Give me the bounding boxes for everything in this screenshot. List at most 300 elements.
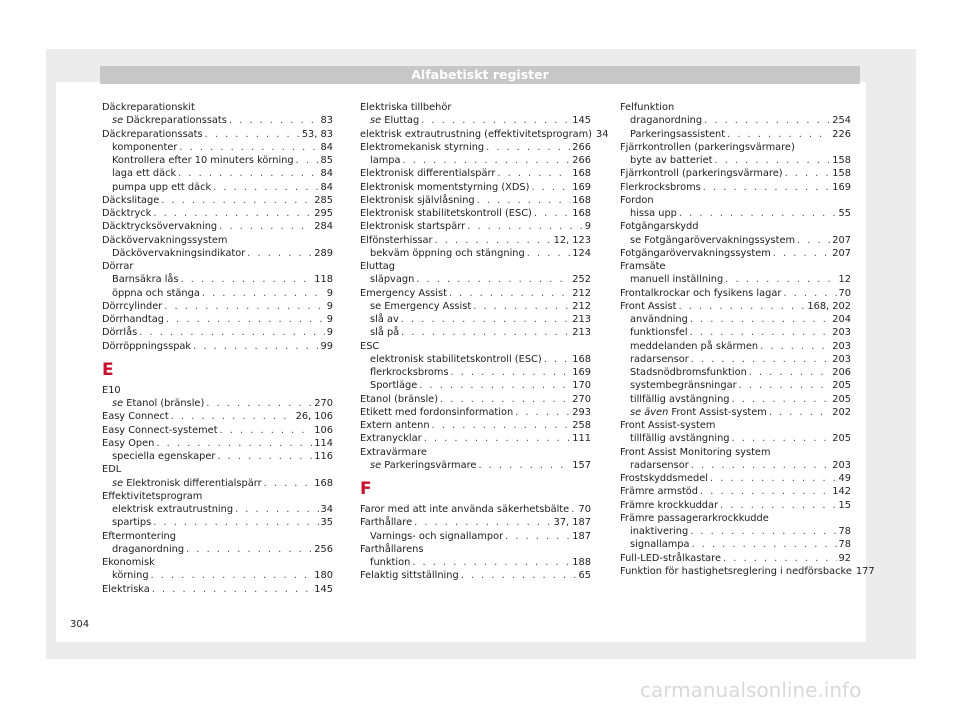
entry-label: elektronisk stabilitetskontroll (ESC)	[370, 353, 542, 365]
leader-dots	[403, 154, 571, 167]
entry-label: Frontalkrockar och fysikens lagar	[620, 287, 782, 299]
page-reference: 169	[572, 367, 591, 378]
entry-label: Dörrhandtag	[102, 314, 164, 325]
index-entry	[360, 194, 591, 207]
index-heading: Felfunktion	[620, 102, 675, 113]
index-entry	[360, 128, 609, 141]
index-entry	[102, 326, 333, 339]
entry-label: se Fotgängarövervakningssystem	[630, 234, 796, 246]
entry-label: Däckslitage	[102, 194, 160, 206]
leader-dots	[217, 450, 312, 463]
index-entry	[620, 234, 851, 247]
entry-label: Elektromekanisk styrning	[360, 141, 485, 153]
see-reference: se	[112, 398, 124, 409]
page-reference: 169	[832, 181, 851, 193]
entry-label: meddelanden på skärmen	[630, 340, 759, 352]
leader-dots	[785, 167, 831, 180]
entry-label: funktion	[370, 557, 411, 568]
page-reference: 9	[584, 221, 591, 233]
leader-dots	[515, 406, 570, 419]
entry-label: Stadsnödbromsfunktion	[630, 367, 747, 378]
entry-label: Sportläge	[370, 380, 418, 392]
page-reference: 266	[572, 155, 591, 166]
leader-dots	[449, 287, 570, 300]
page-reference: 84	[320, 141, 333, 153]
leader-dots	[760, 340, 830, 353]
index-entry	[102, 503, 333, 516]
leader-dots	[432, 419, 571, 432]
index-heading: Fotgängarskydd	[620, 221, 699, 233]
index-entry	[102, 543, 333, 556]
leader-dots	[247, 247, 312, 260]
entry-label: byte av batteriet	[630, 155, 713, 166]
page-reference: 206	[832, 367, 851, 378]
page-reference: 226	[832, 128, 851, 140]
page-reference: 270	[314, 398, 333, 409]
page-reference: 205	[832, 380, 851, 392]
entry-label: Dörrlås	[102, 327, 138, 339]
entry-label: Elektronisk startspärr	[360, 221, 466, 233]
page-reference: 177	[855, 565, 875, 577]
entry-label: Full-LED-strålkastare	[620, 552, 722, 564]
leader-dots	[412, 556, 570, 569]
entry-label: speciella egenskaper	[112, 451, 216, 462]
section-letter: E	[102, 359, 114, 380]
entry-label: Varnings- och signallampor	[370, 530, 504, 542]
leader-dots	[181, 273, 313, 286]
page-reference: 202	[832, 406, 851, 418]
entry-label: Kontrollera efter 10 minuters körning	[112, 155, 294, 166]
leader-dots	[156, 437, 312, 450]
entry-label: Däcktryck	[102, 208, 152, 219]
leader-dots	[690, 326, 831, 339]
index-entry	[102, 516, 333, 529]
see-reference: se	[112, 115, 124, 127]
page-header: Alfabetiskt register	[100, 66, 860, 84]
entry-label: draganordning	[630, 115, 703, 127]
entry-text: Front Assist-system	[668, 406, 767, 418]
leader-dots	[720, 499, 836, 512]
page-reference: 168	[572, 208, 591, 219]
entry-label: Dörrcylinder	[102, 300, 163, 312]
index-entry	[360, 393, 591, 406]
entry-label: Däcktrycksövervakning	[102, 221, 218, 233]
page-reference: 293	[572, 406, 591, 418]
entry-label: Funktion för hastighetsreglering i nedförsbacke	[620, 565, 852, 577]
index-entry	[360, 220, 591, 233]
leader-dots	[414, 516, 551, 529]
index-entry	[360, 503, 591, 516]
index-entry	[102, 450, 333, 463]
entry-label: Frostskyddsmedel	[620, 473, 708, 484]
leader-dots	[710, 472, 837, 485]
page-reference: 212	[572, 300, 591, 312]
index-entry	[620, 154, 851, 167]
index-entry	[620, 552, 851, 565]
leader-dots	[152, 583, 312, 596]
index-entry	[360, 313, 591, 326]
index-entry	[620, 326, 851, 339]
page-reference: 37, 187	[553, 517, 591, 529]
leader-dots	[690, 313, 830, 326]
page-reference: 99	[320, 340, 333, 352]
index-entry	[360, 419, 591, 432]
leader-dots	[486, 141, 570, 154]
page-reference: 9	[326, 287, 333, 299]
leader-dots	[435, 234, 552, 247]
index-heading: Fjärrkontrollen (parkeringsvärmare)	[620, 141, 795, 153]
entry-text: Etanol (bränsle)	[123, 398, 205, 409]
leader-dots	[679, 207, 837, 220]
leader-dots	[703, 181, 831, 194]
leader-dots	[401, 313, 571, 326]
leader-dots	[534, 207, 570, 220]
entry-label: Fjärrkontroll (parkeringsvärmare)	[620, 168, 783, 180]
entry-label: Flerkrocksbroms	[620, 181, 701, 193]
entry-label: Elfönsterhissar	[360, 234, 433, 246]
entry-label: Easy Connect	[102, 411, 169, 423]
page-reference: 142	[832, 486, 851, 498]
index-entry	[102, 220, 333, 233]
leader-dots	[725, 273, 836, 286]
page-reference: 84	[320, 168, 333, 180]
entry-text: Parkeringsvärmare	[381, 459, 477, 471]
index-heading: Däckövervakningssystem	[102, 234, 228, 246]
entry-label: Etanol (bränsle)	[360, 393, 439, 405]
leader-dots	[178, 167, 318, 180]
leader-dots	[783, 287, 836, 300]
index-entry	[360, 287, 591, 300]
index-heading: Effektivitetsprogram	[102, 490, 203, 502]
leader-dots	[153, 207, 312, 220]
index-entry	[620, 353, 851, 366]
index-entry	[620, 525, 851, 538]
entry-label: inaktivering	[630, 526, 689, 537]
leader-dots	[773, 247, 831, 260]
entry-label: Easy Connect-systemet	[102, 424, 218, 436]
leader-dots	[401, 326, 570, 339]
page-reference: 34	[596, 128, 609, 140]
leader-dots	[205, 128, 300, 141]
page-reference: 207	[832, 247, 851, 259]
page-reference: 168	[572, 353, 591, 365]
entry-label: Elektronisk självlåsning	[360, 194, 475, 206]
page-reference: 12, 123	[553, 234, 591, 246]
leader-dots	[700, 485, 830, 498]
index-entry	[360, 353, 591, 366]
leader-dots	[219, 220, 312, 233]
index-entry	[102, 477, 333, 490]
leader-dots	[690, 525, 836, 538]
index-entry	[620, 499, 851, 512]
leader-dots	[691, 538, 836, 551]
index-entry	[620, 287, 851, 300]
entry-label: Faror med att inte använda säkerhetsbälte	[360, 504, 570, 515]
page-reference: 203	[832, 340, 851, 352]
leader-dots	[478, 459, 570, 472]
page-reference: 26, 106	[295, 411, 333, 423]
page-reference: 295	[314, 208, 333, 219]
leader-dots	[461, 569, 577, 582]
leader-dots	[440, 393, 570, 406]
page-reference: 289	[314, 247, 333, 259]
entry-label: Easy Open	[102, 437, 155, 449]
index-entry	[620, 538, 851, 551]
index-entry	[102, 167, 333, 180]
index-entry	[360, 516, 591, 529]
index-heading: E10	[102, 384, 121, 396]
page-reference: 84	[320, 181, 333, 193]
leader-dots	[264, 477, 313, 490]
page-reference: 55	[838, 208, 851, 219]
index-heading: Fordon	[620, 194, 654, 206]
index-heading: Dörrar	[102, 261, 134, 272]
index-heading: EDL	[102, 464, 122, 476]
page-reference: 169	[572, 181, 591, 193]
index-entry	[360, 114, 591, 127]
index-heading: Front Assist-system	[620, 420, 716, 431]
leader-dots	[797, 234, 830, 247]
leader-dots	[678, 300, 805, 313]
page-reference: 116	[314, 451, 333, 462]
page-reference: 34	[320, 504, 333, 515]
leader-dots	[166, 313, 325, 326]
entry-label: Elektriska	[102, 583, 150, 595]
index-entry	[360, 366, 591, 379]
index-entry	[102, 287, 333, 300]
entry-label: tillfällig avstängning	[630, 433, 730, 445]
page-reference: 170	[572, 380, 591, 392]
entry-label: elektrisk extrautrustning (effektivitetsprogram)	[360, 128, 593, 140]
page-reference: 168	[572, 194, 591, 206]
page-reference: 158	[832, 155, 851, 166]
entry-label	[112, 397, 204, 410]
leader-dots	[544, 353, 571, 366]
entry-label: pumpa upp ett däck	[112, 181, 212, 193]
page-reference: 256	[314, 543, 333, 555]
entry-label: Främre krockkuddar	[620, 499, 719, 511]
see-reference: se	[112, 477, 124, 489]
index-entry	[102, 437, 333, 450]
page-reference: 70	[838, 287, 851, 299]
section-letter: F	[360, 479, 372, 499]
leader-dots	[505, 530, 570, 543]
page-reference: 83	[320, 115, 333, 127]
index-entry	[102, 583, 333, 596]
leader-dots	[527, 247, 571, 260]
index-entry	[620, 459, 851, 472]
see-reference: se	[370, 115, 382, 127]
leader-dots	[161, 194, 312, 207]
leader-dots	[477, 194, 571, 207]
index-entry	[102, 181, 333, 194]
index-entry	[102, 247, 333, 260]
entry-label: radarsensor	[630, 353, 689, 365]
page-reference: 145	[572, 115, 591, 127]
index-heading: Eluttag	[360, 261, 396, 272]
entry-text: Däckreparationssats	[123, 115, 227, 127]
entry-label: komponenter	[112, 141, 178, 153]
page-reference: 168, 202	[807, 300, 851, 312]
entry-label	[112, 477, 262, 490]
index-entry	[360, 154, 591, 167]
index-heading: Extravärmare	[360, 446, 427, 458]
page-reference: 53, 83	[301, 128, 333, 140]
index-entry	[102, 300, 333, 313]
index-entry	[620, 485, 851, 498]
page-reference: 78	[838, 539, 851, 551]
index-entry	[102, 114, 333, 127]
page-reference: 212	[572, 287, 591, 299]
index-entry	[620, 114, 851, 127]
page-reference: 213	[572, 327, 591, 339]
page-reference: 9	[326, 314, 333, 325]
leader-dots	[229, 114, 319, 127]
index-entry	[102, 397, 333, 410]
entry-label: Fotgängarövervakningssystem	[620, 247, 771, 259]
entry-label	[370, 114, 419, 127]
page-reference: 35	[320, 517, 333, 529]
page-reference: 207	[832, 234, 851, 246]
leader-dots	[421, 114, 570, 127]
index-entry	[620, 366, 851, 379]
index-entry	[360, 379, 591, 392]
index-heading: ESC	[360, 340, 380, 352]
index-entry	[102, 410, 333, 423]
entry-label: Elektronisk differentialspärr	[360, 168, 496, 180]
leader-dots	[206, 397, 312, 410]
leader-dots	[179, 141, 318, 154]
page-reference: 203	[832, 327, 851, 339]
entry-label: flerkrocksbroms	[370, 367, 449, 378]
entry-label: Däckövervakningsindikator	[112, 247, 246, 259]
page-reference: 49	[838, 473, 851, 484]
page-reference: 157	[572, 459, 591, 471]
index-entry	[620, 273, 851, 286]
entry-label: systembegränsningar	[630, 380, 737, 392]
entry-label: signallampa	[630, 539, 690, 551]
entry-label: Extern antenn	[360, 420, 430, 431]
entry-label: Farthållare	[360, 517, 413, 529]
index-column-1	[102, 101, 333, 596]
index-entry	[620, 128, 851, 141]
leader-dots	[497, 167, 570, 180]
leader-dots	[691, 353, 831, 366]
page-reference: 9	[326, 327, 333, 339]
page-reference: 78	[838, 526, 851, 537]
page-reference: 188	[572, 557, 591, 568]
see-reference: se även	[630, 406, 669, 418]
entry-label: funktionsfel	[630, 327, 688, 339]
page-reference: 187	[572, 530, 591, 542]
index-entry	[360, 234, 591, 247]
page-reference: 145	[314, 583, 333, 595]
index-entry	[102, 569, 333, 582]
entry-text: Eluttag	[381, 115, 420, 127]
index-entry	[360, 406, 591, 419]
leader-dots	[213, 181, 318, 194]
index-entry	[102, 194, 333, 207]
entry-label: draganordning	[112, 543, 185, 555]
page-reference: 203	[832, 353, 851, 365]
entry-label: Elektronisk momentstyrning (XDS)	[360, 181, 530, 193]
page-reference: 266	[572, 141, 591, 153]
see-reference: se	[370, 459, 382, 471]
index-entry	[360, 432, 591, 445]
index-entry	[102, 273, 333, 286]
page-reference: 203	[832, 459, 851, 471]
index-entry	[360, 273, 591, 286]
index-entry	[620, 207, 851, 220]
leader-dots	[424, 432, 571, 445]
index-entry	[102, 207, 333, 220]
page-reference: 213	[572, 314, 591, 325]
leader-dots	[531, 181, 570, 194]
index-entry	[102, 424, 333, 437]
page-reference: 205	[832, 433, 851, 445]
index-entry	[360, 530, 591, 543]
index-entry	[360, 556, 591, 569]
leader-dots	[235, 503, 318, 516]
entry-label	[112, 114, 227, 127]
leader-dots	[296, 154, 319, 167]
entry-label: Däckreparationssats	[102, 128, 203, 140]
entry-text: Elektronisk differentialspärr	[123, 477, 262, 489]
entry-label: lampa	[370, 155, 401, 166]
leader-dots	[727, 128, 830, 141]
entry-label: Elektronisk stabilitetskontroll (ESC)	[360, 208, 532, 219]
page-reference: 254	[832, 115, 851, 127]
entry-label: användning	[630, 314, 688, 325]
index-entry	[360, 247, 591, 260]
index-entry	[620, 406, 851, 419]
entry-label: Parkeringsassistent	[630, 128, 726, 140]
index-entry	[360, 326, 591, 339]
leader-dots	[416, 273, 570, 286]
index-entry	[360, 569, 591, 582]
index-heading: Front Assist Monitoring system	[620, 446, 771, 458]
page-reference: 180	[314, 570, 333, 582]
leader-dots	[153, 516, 318, 529]
leader-dots	[704, 114, 830, 127]
index-heading: Farthållarens	[360, 543, 424, 555]
page-reference: 92	[838, 552, 851, 564]
index-entry	[620, 300, 851, 313]
leader-dots	[691, 459, 831, 472]
leader-dots	[732, 393, 831, 406]
leader-dots	[419, 379, 570, 392]
index-entry	[360, 167, 591, 180]
leader-dots	[171, 410, 294, 423]
page-reference: 124	[572, 247, 591, 259]
entry-label	[630, 406, 767, 419]
page-reference: 106	[314, 424, 333, 436]
page-reference: 12	[838, 274, 851, 286]
leader-dots	[220, 424, 313, 437]
page-reference: 252	[572, 274, 591, 286]
page-reference: 158	[832, 168, 851, 180]
leader-dots	[732, 432, 831, 445]
page-reference: 168	[572, 168, 591, 180]
page-reference: 111	[572, 433, 591, 445]
leader-dots	[151, 569, 313, 582]
watermark: carmanualsonline.info	[640, 678, 862, 702]
index-heading: Främre passagerarkrockkudde	[620, 512, 769, 524]
page-reference: 9	[326, 300, 333, 312]
entry-label: Emergency Assist	[360, 287, 447, 299]
leader-dots	[202, 287, 325, 300]
leader-dots	[186, 543, 312, 556]
